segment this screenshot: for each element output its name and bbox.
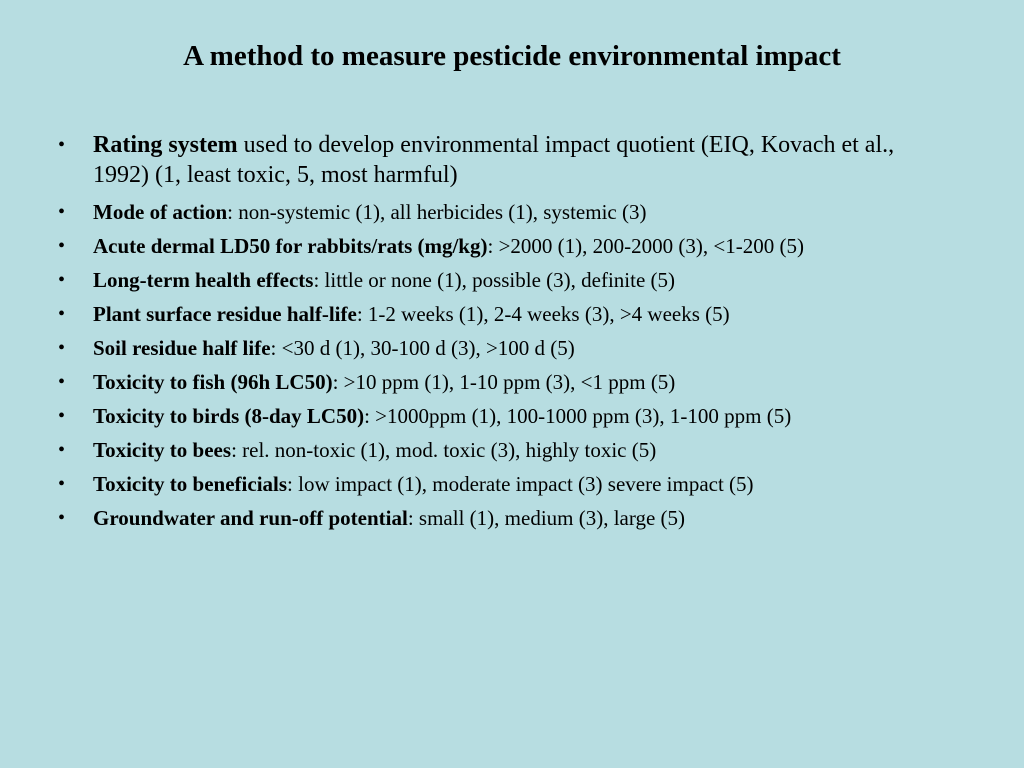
bullet-term: Mode of action	[93, 200, 228, 224]
bullet-dot-icon: •	[58, 371, 66, 393]
bullet-acute-dermal-ld50	[58, 232, 948, 260]
bullet-term: Toxicity to birds (8-day LC50)	[93, 404, 365, 428]
bullet-detail: : >2000 (1), 200-2000 (3), <1-200 (5)	[487, 234, 804, 258]
bullet-term: Toxicity to fish (96h LC50)	[93, 370, 333, 394]
bullet-term: Acute dermal LD50 for rabbits/rats (mg/kg)	[93, 234, 488, 258]
bullet-dot-icon: •	[58, 134, 66, 156]
bullet-dot-icon: •	[58, 439, 66, 461]
bullet-dot-icon: •	[58, 473, 66, 495]
bullet-soil-residue	[58, 334, 948, 362]
slide-title: A method to measure pesticide environmental impact	[183, 40, 841, 72]
bullet-groundwater	[58, 504, 948, 532]
bullet-toxicity-birds	[58, 402, 948, 430]
bullet-term: Toxicity to beneficials	[93, 472, 288, 496]
bullet-detail: : small (1), medium (3), large (5)	[407, 506, 686, 530]
bullet-list	[58, 130, 948, 538]
bullet-dot-icon: •	[58, 405, 66, 427]
bullet-detail: : <30 d (1), 30-100 d (3), >100 d (5)	[270, 336, 575, 360]
bullet-term: Rating system	[93, 132, 238, 158]
bullet-toxicity-bees	[58, 436, 948, 464]
bullet-dot-icon: •	[58, 235, 66, 257]
bullet-dot-icon: •	[58, 269, 66, 291]
bullet-dot-icon: •	[58, 507, 66, 529]
bullet-rating-system	[58, 130, 948, 190]
bullet-toxicity-fish	[58, 368, 948, 396]
bullet-term: Groundwater and run-off potential	[93, 506, 408, 530]
bullet-dot-icon: •	[58, 337, 66, 359]
bullet-dot-icon: •	[58, 303, 66, 325]
bullet-detail: : >10 ppm (1), 1-10 ppm (3), <1 ppm (5)	[332, 370, 676, 394]
bullet-term: Long-term health effects	[93, 268, 314, 292]
bullet-detail: : little or none (1), possible (3), definite (5)	[313, 268, 676, 292]
bullet-long-term-health	[58, 266, 948, 294]
bullet-term: Soil residue half life	[93, 336, 271, 360]
bullet-detail: : 1-2 weeks (1), 2-4 weeks (3), >4 weeks (5)	[356, 302, 730, 326]
bullet-detail: : rel. non-toxic (1), mod. toxic (3), highly toxic (5)	[231, 438, 657, 462]
bullet-detail: : low impact (1), moderate impact (3) severe impact (5)	[287, 472, 754, 496]
bullet-term: Toxicity to bees	[93, 438, 232, 462]
bullet-plant-surface-residue	[58, 300, 948, 328]
bullet-detail: : non-systemic (1), all herbicides (1), systemic (3)	[227, 200, 647, 224]
bullet-detail: used to develop environmental impact quotient (EIQ, Kovach et al., 1992) (1, least toxic, 5, most harmful)	[93, 132, 895, 188]
bullet-dot-icon: •	[58, 201, 66, 223]
bullet-mode-of-action	[58, 198, 948, 226]
bullet-detail: : >1000ppm (1), 100-1000 ppm (3), 1-100 ppm (5)	[364, 404, 792, 428]
bullet-term: Plant surface residue half-life	[93, 302, 357, 326]
bullet-toxicity-beneficials	[58, 470, 948, 498]
